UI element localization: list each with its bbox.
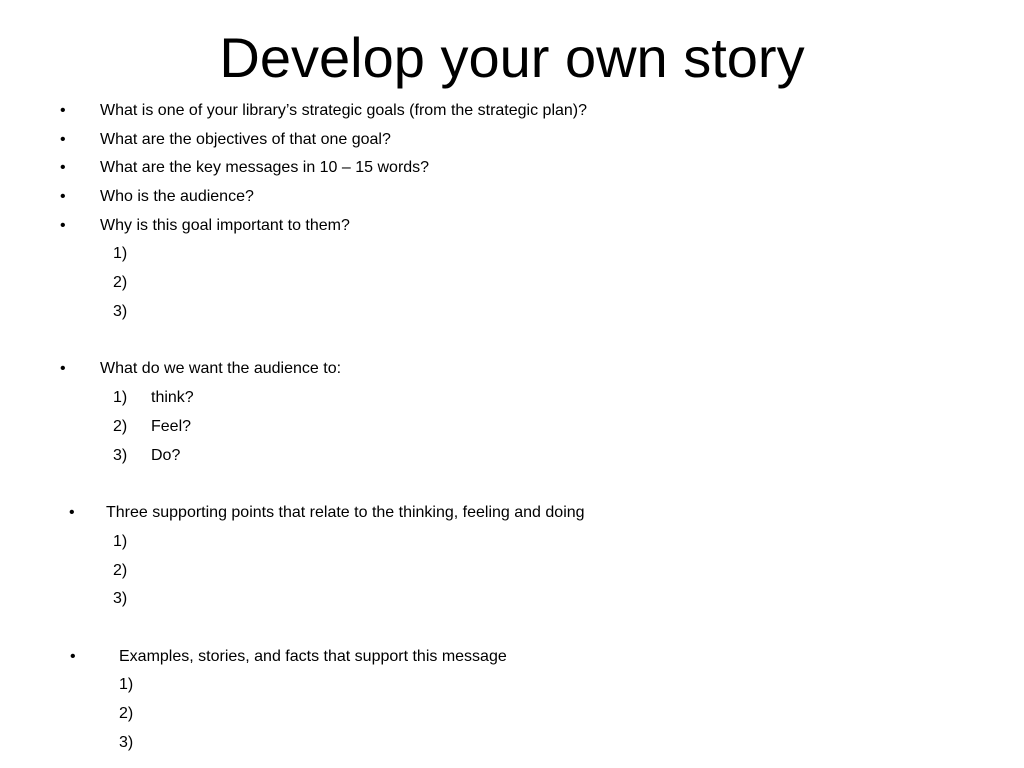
bullet-icon: • xyxy=(60,159,66,176)
examples-item-2: 2) xyxy=(119,705,134,722)
audience-item-1-number: 1) xyxy=(113,389,128,406)
audience-item-3-text: Do? xyxy=(151,447,181,464)
examples-item-1: 1) xyxy=(119,676,134,693)
question-4: Who is the audience? xyxy=(100,188,254,205)
question-3: What are the key messages in 10 – 15 words? xyxy=(100,159,430,176)
examples-heading: Examples, stories, and facts that support this message xyxy=(119,648,507,665)
bullet-icon: • xyxy=(60,131,66,148)
question-1: What is one of your library’s strategic goals (from the strategic plan)? xyxy=(100,102,588,119)
supporting-item-2: 2) xyxy=(113,562,128,579)
audience-item-2-text: Feel? xyxy=(151,418,192,435)
bullet-icon: • xyxy=(60,217,66,234)
bullet-icon: • xyxy=(60,360,66,377)
supporting-item-3: 3) xyxy=(113,590,128,607)
question-5: Why is this goal important to them? xyxy=(100,217,350,234)
bullet-icon: • xyxy=(60,102,66,119)
importance-item-1: 1) xyxy=(113,245,128,262)
bullet-icon: • xyxy=(70,648,76,665)
supporting-item-1: 1) xyxy=(113,533,128,550)
importance-item-3: 3) xyxy=(113,303,128,320)
bullet-icon: • xyxy=(69,504,75,521)
audience-item-2-number: 2) xyxy=(113,418,128,435)
question-2: What are the objectives of that one goal? xyxy=(100,131,391,148)
examples-item-3: 3) xyxy=(119,734,134,751)
bullet-icon: • xyxy=(60,188,66,205)
audience-item-1-text: think? xyxy=(151,389,194,406)
supporting-heading: Three supporting points that relate to the thinking, feeling and doing xyxy=(106,504,585,521)
audience-heading: What do we want the audience to: xyxy=(100,360,342,377)
slide-title: Develop your own story xyxy=(219,26,805,89)
importance-item-2: 2) xyxy=(113,274,128,291)
audience-item-3-number: 3) xyxy=(113,447,128,464)
